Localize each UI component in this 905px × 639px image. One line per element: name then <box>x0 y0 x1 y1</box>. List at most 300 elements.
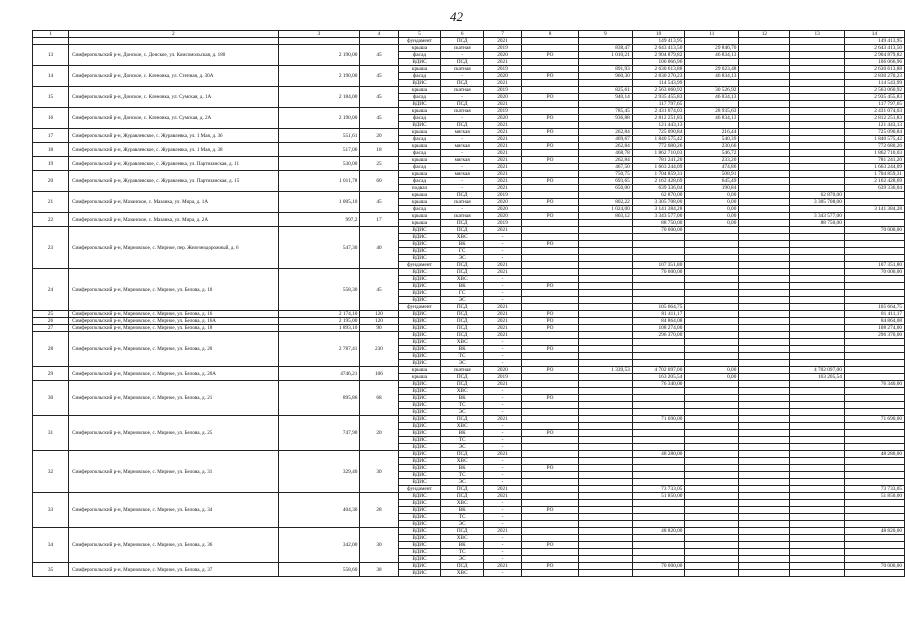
cell-c14 <box>844 255 904 262</box>
cell-c7: - <box>483 241 521 248</box>
cell-c12 <box>739 360 790 367</box>
cell-c10: 639 336,04 <box>632 185 685 192</box>
cell-c7: 2021 <box>483 416 521 423</box>
flat-count: 38 <box>360 563 398 577</box>
cell-c6: - <box>441 73 483 80</box>
cell-c6: ВК <box>441 465 483 472</box>
cell-c9 <box>578 339 632 346</box>
cell-c7: - <box>483 360 521 367</box>
cell-c9 <box>578 388 632 395</box>
cell-c11 <box>685 241 739 248</box>
cell-c12 <box>739 52 790 59</box>
cell-c13 <box>790 521 844 528</box>
cell-c13 <box>790 241 844 248</box>
total-area: 2 787,41 <box>278 332 360 367</box>
table-row <box>33 563 905 570</box>
cell-c7: 2021 <box>483 143 521 150</box>
cell-c9 <box>578 451 632 458</box>
cell-c8 <box>522 402 579 409</box>
cell-c12 <box>739 570 790 577</box>
cell-c10: 121 443,13 <box>632 122 685 129</box>
cell-c11 <box>685 451 739 458</box>
cell-c11 <box>685 248 739 255</box>
table-row <box>33 87 905 94</box>
table-row <box>33 528 905 535</box>
cell-c7: - <box>483 444 521 451</box>
cell-c13 <box>790 360 844 367</box>
cell-c7: - <box>483 402 521 409</box>
cell-c9: 1 024,00 <box>578 206 632 213</box>
row-number: 33 <box>33 493 69 528</box>
cell-c5: ВДИС <box>398 332 441 339</box>
cell-c7: - <box>483 465 521 472</box>
cell-c9: 891,93 <box>578 66 632 73</box>
cell-c8: РО <box>522 346 579 353</box>
house-address: Симферопольский р-н, Мирновское, с. Мирное, ул. Белова, д. 16А <box>69 318 278 325</box>
cell-c14 <box>844 353 904 360</box>
cell-c14 <box>844 248 904 255</box>
cell-c14 <box>844 465 904 472</box>
cell-c5: ВДИС <box>398 465 441 472</box>
cell-c11: 0,00 <box>685 213 739 220</box>
table-row <box>33 213 905 220</box>
cell-c14 <box>844 241 904 248</box>
cell-c7: - <box>483 472 521 479</box>
cell-c6: ПСД <box>441 80 483 87</box>
flat-count: 17 <box>360 213 398 227</box>
cell-c13: 3 305 708,00 <box>790 199 844 206</box>
cell-c11: 230,66 <box>685 143 739 150</box>
cell-c11 <box>685 479 739 486</box>
column-header: 9 <box>578 31 632 38</box>
cell-c6: ПСД <box>441 416 483 423</box>
cell-c7: 2021 <box>483 311 521 318</box>
cell-c5: ВДИС <box>398 437 441 444</box>
cell-c6: ПСД <box>441 192 483 199</box>
cell-c5: фундамент <box>398 486 441 493</box>
cell-c14 <box>844 374 904 381</box>
table-row <box>33 332 905 339</box>
cell-c5: ВДИС <box>398 276 441 283</box>
cell-c13 <box>790 38 844 45</box>
cell-c8: РО <box>522 283 579 290</box>
cell-c9 <box>578 80 632 87</box>
cell-c12 <box>739 248 790 255</box>
cell-c14 <box>844 297 904 304</box>
cell-c10: 2 162 428,69 <box>632 178 685 185</box>
cell-c5: ВДИС <box>398 248 441 255</box>
cell-c12 <box>739 227 790 234</box>
cell-c13 <box>790 66 844 73</box>
cell-c6: ПСД <box>441 528 483 535</box>
cell-c9 <box>578 500 632 507</box>
cell-c10: 3 305 708,00 <box>632 199 685 206</box>
cell-c8 <box>522 59 579 66</box>
cell-c8 <box>522 297 579 304</box>
cell-c7: - <box>483 283 521 290</box>
cell-c6: ПСД <box>441 563 483 570</box>
row-number: 28 <box>33 332 69 367</box>
cell-c11 <box>685 493 739 500</box>
cell-c10: 772 680,26 <box>632 143 685 150</box>
cell-c11 <box>685 514 739 521</box>
cell-c6: мягкая <box>441 129 483 136</box>
table-row <box>33 227 905 234</box>
cell-c13 <box>790 423 844 430</box>
cell-c6: ТС <box>441 402 483 409</box>
cell-c5: ВДИС <box>398 535 441 542</box>
cell-c5: ВДИС <box>398 493 441 500</box>
house-address: Симферопольский р-н, Журавлевское, с. Журавлевка, ул. 1 Мая, д. 38 <box>69 143 278 157</box>
cell-c10 <box>632 570 685 577</box>
cell-c8 <box>522 136 579 143</box>
cell-c11 <box>685 542 739 549</box>
cell-c6: ПСД <box>441 486 483 493</box>
cell-c5: фасад <box>398 73 441 80</box>
total-area: 558,30 <box>278 269 360 311</box>
cell-c7: 2019 <box>483 374 521 381</box>
cell-c14 <box>844 339 904 346</box>
cell-c5: ВДИС <box>398 521 441 528</box>
cell-c12 <box>739 339 790 346</box>
cell-c13: 4 702 097,00 <box>790 367 844 374</box>
cell-c13: 163 205,54 <box>790 374 844 381</box>
table-row <box>33 108 905 115</box>
cell-c12 <box>739 276 790 283</box>
cell-c9 <box>578 444 632 451</box>
cell-c14: 84 864,08 <box>844 318 904 325</box>
cell-c13 <box>790 535 844 542</box>
cell-c13 <box>790 136 844 143</box>
cell-c8: РО <box>522 129 579 136</box>
cell-c8 <box>522 332 579 339</box>
cell-c9 <box>578 227 632 234</box>
cell-c7: 2020 <box>483 115 521 122</box>
cell-c11 <box>685 234 739 241</box>
house-address: Симферопольский р-н, Мирновское, с. Мирное, ул. Белова, д. 25 <box>69 416 278 451</box>
cell-c10: 725 090,84 <box>632 129 685 136</box>
cell-c10 <box>632 423 685 430</box>
cell-c8 <box>522 528 579 535</box>
cell-c14: 1 840 575,42 <box>844 136 904 143</box>
cell-c13 <box>790 129 844 136</box>
flat-count: 30 <box>360 451 398 493</box>
cell-c9 <box>578 269 632 276</box>
cell-c7: 2021 <box>483 122 521 129</box>
cell-c13 <box>790 269 844 276</box>
cell-c9: 750,75 <box>578 171 632 178</box>
cell-c7: 2021 <box>483 80 521 87</box>
cell-c6: ВК <box>441 283 483 290</box>
total-area: 895,86 <box>278 381 360 416</box>
cell-c6: ПСД <box>441 269 483 276</box>
total-area: 329,40 <box>278 451 360 493</box>
cell-c5: фасад <box>398 136 441 143</box>
cell-c14 <box>844 283 904 290</box>
cell-c14 <box>844 409 904 416</box>
cell-c7: 2020 <box>483 94 521 101</box>
cell-c14 <box>844 479 904 486</box>
cell-c10: 2 563 060,92 <box>632 87 685 94</box>
cell-c14 <box>844 367 904 374</box>
cell-c8: РО <box>522 318 579 325</box>
cell-c9: 838,47 <box>578 45 632 52</box>
table-row <box>33 38 905 45</box>
cell-c9: 936,88 <box>578 115 632 122</box>
cell-c6: ПСД <box>441 374 483 381</box>
cell-c14: 2 431 074,03 <box>844 108 904 115</box>
cell-c7: - <box>483 346 521 353</box>
cell-c9 <box>578 535 632 542</box>
cell-c7: - <box>483 549 521 556</box>
cell-c14 <box>844 570 904 577</box>
house-address: Симферопольский р-н, Мирновское, с. Мирное, ул. Белова, д. 37 <box>69 563 278 577</box>
table-row <box>33 45 905 52</box>
cell-c5: ВДИС <box>398 241 441 248</box>
cell-c14: 107 351,80 <box>844 262 904 269</box>
cell-c13 <box>790 332 844 339</box>
cell-c9: 693,65 <box>578 178 632 185</box>
cell-c8: РО <box>522 178 579 185</box>
cell-c5: крыша <box>398 157 441 164</box>
total-area: 997,2 <box>278 213 360 227</box>
cell-c10 <box>632 339 685 346</box>
cell-c14 <box>844 395 904 402</box>
cell-c12 <box>739 269 790 276</box>
cell-c5: крыша <box>398 171 441 178</box>
house-address: Симферопольский р-н, Донское, с. Кленовка, ул. Сумская, д. 1А <box>69 87 278 108</box>
cell-c10 <box>632 472 685 479</box>
cell-c6: ТС <box>441 514 483 521</box>
cell-c6: ПСД <box>441 304 483 311</box>
flat-count: 20 <box>360 129 398 143</box>
cell-c9: 1 010,21 <box>578 52 632 59</box>
cell-c12 <box>739 143 790 150</box>
cell-c12 <box>739 374 790 381</box>
cell-c9: 1 339,53 <box>578 367 632 374</box>
cell-c14 <box>844 199 904 206</box>
cell-c12 <box>739 451 790 458</box>
cell-c12 <box>739 59 790 66</box>
cell-c11 <box>685 297 739 304</box>
row-number: 14 <box>33 66 69 87</box>
row-number: 15 <box>33 87 69 108</box>
cell-c10 <box>632 514 685 521</box>
cell-c6: - <box>441 136 483 143</box>
cell-c5: ВДИС <box>398 318 441 325</box>
cell-c14: 149 413,95 <box>844 38 904 45</box>
cell-c14: 70 000,00 <box>844 563 904 570</box>
cell-c7: 2021 <box>483 318 521 325</box>
cell-c14 <box>844 192 904 199</box>
table-row <box>33 311 905 318</box>
house-address: Симферопольский р-н, Журавлевское, с. Журавлевка, ул. 1 Мая, д. 36 <box>69 129 278 143</box>
cell-c12 <box>739 101 790 108</box>
cell-c8 <box>522 423 579 430</box>
cell-c13 <box>790 304 844 311</box>
table-row <box>33 416 905 423</box>
cell-c12 <box>739 486 790 493</box>
cell-c11 <box>685 465 739 472</box>
cell-c11 <box>685 122 739 129</box>
flat-count: 90 <box>360 325 398 332</box>
cell-c12 <box>739 542 790 549</box>
cell-c14: 48 280,00 <box>844 451 904 458</box>
cell-c14: 2 830 270,23 <box>844 73 904 80</box>
cell-c14: 1 704 859,31 <box>844 171 904 178</box>
cell-c14 <box>844 346 904 353</box>
total-area: 2 174,10 <box>278 311 360 318</box>
cell-c7: 2021 <box>483 59 521 66</box>
cell-c5: ВДИС <box>398 227 441 234</box>
cell-c13 <box>790 325 844 332</box>
cell-c13 <box>790 381 844 388</box>
cell-c13 <box>790 458 844 465</box>
cell-c11 <box>685 430 739 437</box>
cell-c11: 546,72 <box>685 150 739 157</box>
cell-c14: 70 000,00 <box>844 227 904 234</box>
cell-c14: 73 733,05 <box>844 486 904 493</box>
column-header: 6 <box>441 31 483 38</box>
cell-c9 <box>578 430 632 437</box>
cell-c9 <box>578 437 632 444</box>
cell-c10 <box>632 388 685 395</box>
cell-c14 <box>844 507 904 514</box>
cell-c12 <box>739 514 790 521</box>
cell-c13: 62 870,00 <box>790 192 844 199</box>
cell-c10 <box>632 549 685 556</box>
cell-c10: 1 840 575,42 <box>632 136 685 143</box>
cell-c5: ВДИС <box>398 479 441 486</box>
cell-c12 <box>739 304 790 311</box>
cell-c10 <box>632 556 685 563</box>
cell-c12 <box>739 409 790 416</box>
cell-c10: 48 280,00 <box>632 451 685 458</box>
cell-c5: ВДИС <box>398 500 441 507</box>
cell-c10: 51 850,00 <box>632 493 685 500</box>
cell-c10: 2 904 879,82 <box>632 52 685 59</box>
cell-c11 <box>685 283 739 290</box>
cell-c5: ВДИС <box>398 556 441 563</box>
cell-c8 <box>522 122 579 129</box>
column-header: 7 <box>483 31 521 38</box>
cell-c10 <box>632 290 685 297</box>
cell-c8 <box>522 549 579 556</box>
cell-c8 <box>522 164 579 171</box>
cell-c12 <box>739 87 790 94</box>
cell-c9: 467,50 <box>578 164 632 171</box>
cell-c12 <box>739 479 790 486</box>
cell-c13 <box>790 486 844 493</box>
row-number: 29 <box>33 367 69 381</box>
cell-c11 <box>685 388 739 395</box>
cell-c13: 88 750,00 <box>790 220 844 227</box>
cell-c14: 639 336,04 <box>844 185 904 192</box>
cell-c9 <box>578 192 632 199</box>
cell-c10: 2 630 613,88 <box>632 66 685 73</box>
cell-c9 <box>578 402 632 409</box>
cell-c13 <box>790 80 844 87</box>
cell-c13 <box>790 101 844 108</box>
cell-c14: 108 274,00 <box>844 325 904 332</box>
cell-c7: 2021 <box>483 101 521 108</box>
cell-c9: 650,00 <box>578 185 632 192</box>
cell-c12 <box>739 318 790 325</box>
cell-c12 <box>739 66 790 73</box>
cell-c8: РО <box>522 52 579 59</box>
cell-c7: - <box>483 430 521 437</box>
cell-c5: крыша <box>398 45 441 52</box>
cell-c5: фасад <box>398 178 441 185</box>
row-number: 18 <box>33 143 69 157</box>
cell-c10 <box>632 283 685 290</box>
cell-c10 <box>632 395 685 402</box>
row-number: 30 <box>33 381 69 416</box>
cell-c13 <box>790 402 844 409</box>
house-address: Симферопольский р-н, Мирновское, с. Мирное, ул. Белова, д. 10 <box>69 269 278 311</box>
house-address: Симферопольский р-н, Мирновское, с. Мирное, ул. Белова, д. 20 <box>69 332 278 367</box>
cell-c7: 2021 <box>483 262 521 269</box>
cell-c6: ПСД <box>441 59 483 66</box>
cell-c10: 2 643 413,50 <box>632 45 685 52</box>
cell-c6: ЭС <box>441 255 483 262</box>
cell-c5: ВДИС <box>398 101 441 108</box>
cell-c5: фасад <box>398 52 441 59</box>
cell-c13 <box>790 185 844 192</box>
cell-c6: ХВС <box>441 234 483 241</box>
cell-c12 <box>739 290 790 297</box>
cell-c10 <box>632 479 685 486</box>
cell-c12 <box>739 423 790 430</box>
cell-c5: крыша <box>398 199 441 206</box>
cell-c13 <box>790 416 844 423</box>
cell-c14 <box>844 213 904 220</box>
cell-c11: 46 834,13 <box>685 52 739 59</box>
house-address: Симферопольский р-н, Журавлевское, с. Журавлевка, ул. Партизанская, д. 15 <box>69 171 278 192</box>
cell-c5: ВДИС <box>398 472 441 479</box>
cell-c7: - <box>483 353 521 360</box>
cell-c13 <box>790 444 844 451</box>
cell-c10 <box>632 535 685 542</box>
cell-c12 <box>739 80 790 87</box>
cell-c12 <box>739 472 790 479</box>
cell-c12 <box>739 437 790 444</box>
cell-c6: скатная <box>441 66 483 73</box>
cell-c8 <box>522 108 579 115</box>
cell-c9 <box>578 465 632 472</box>
cell-c6: ВК <box>441 241 483 248</box>
cell-c8 <box>522 556 579 563</box>
cell-c7: 2020 <box>483 52 521 59</box>
cell-c5: фундамент <box>398 38 441 45</box>
cell-c13 <box>790 94 844 101</box>
cell-c5: ВДИС <box>398 283 441 290</box>
cell-c7: 2021 <box>483 178 521 185</box>
cell-c6: ЭС <box>441 479 483 486</box>
cell-c5: фасад <box>398 115 441 122</box>
cell-c7: 2021 <box>483 304 521 311</box>
cell-c12 <box>739 444 790 451</box>
cell-c13 <box>790 52 844 59</box>
house-address: Симферопольский р-н, Мирновское, с. Мирное, ул. Белова, д. 18 <box>69 325 278 332</box>
cell-c8: РО <box>522 430 579 437</box>
flat-count <box>360 38 398 45</box>
cell-c5: ВДИС <box>398 381 441 388</box>
cell-c11 <box>685 325 739 332</box>
cell-c13 <box>790 493 844 500</box>
cell-c9 <box>578 528 632 535</box>
cell-c12 <box>739 465 790 472</box>
